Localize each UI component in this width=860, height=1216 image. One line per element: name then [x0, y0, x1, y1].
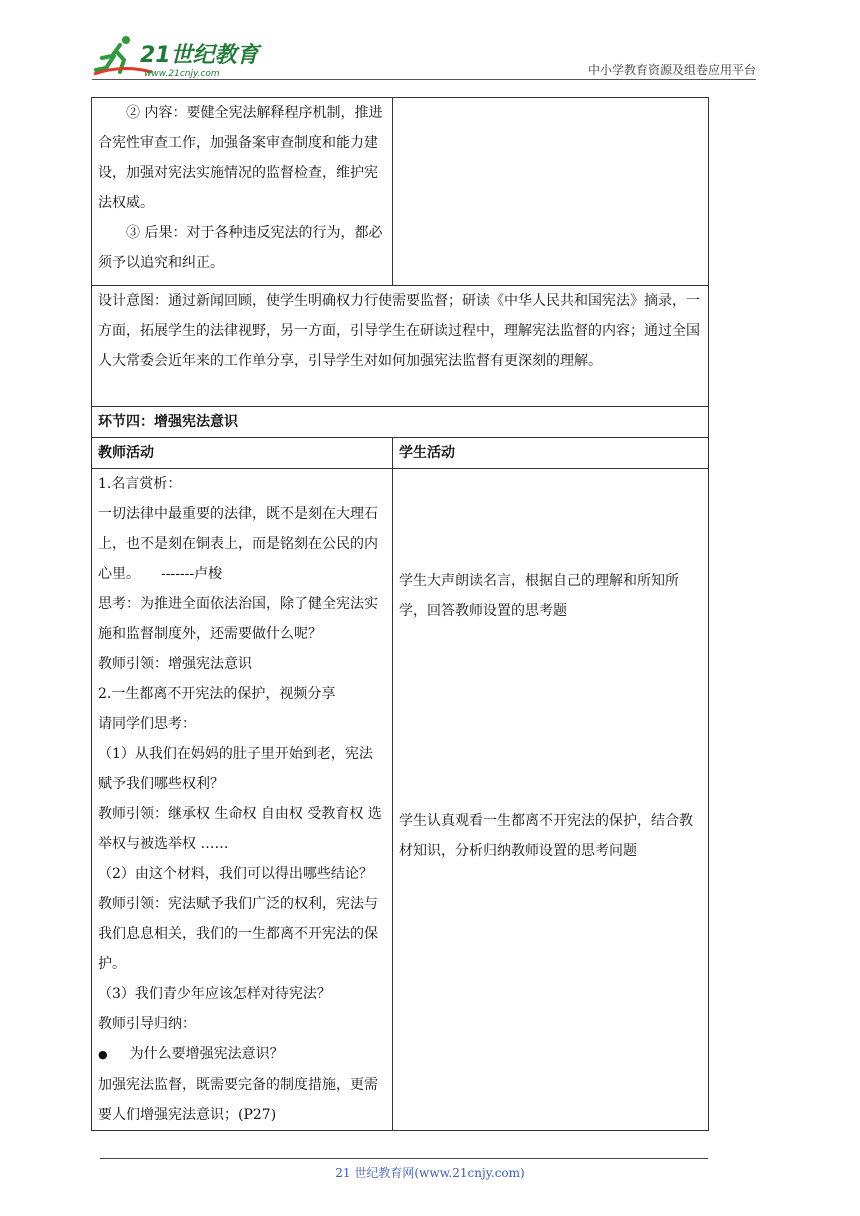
list-item: 思考：为推进全面依法治国，除了健全宪法实施和监督制度外，还需要做什么呢？ — [98, 596, 378, 642]
list-item: 2.一生都离不开宪法的保护，视频分享 — [98, 686, 336, 702]
svg-text:21世纪教育: 21世纪教育 — [140, 43, 259, 68]
svg-text:www.21cnjy.com: www.21cnjy.com — [144, 69, 220, 79]
table-row — [92, 438, 709, 469]
lesson-table — [91, 97, 709, 1131]
cell-right — [393, 98, 709, 286]
student-header: 学生活动 — [393, 438, 709, 469]
cell-left — [92, 98, 393, 286]
content-paragraph: ② 内容：要健全宪法解释程序机制，推进合宪性审查工作，加强备案审查制度和能力建设，加强对宪法实施情况的监督检查，维护宪法权威。 — [98, 105, 383, 211]
list-item: 教师引导归纳： — [98, 1016, 196, 1032]
design-intent — [92, 286, 709, 407]
list-item: 一切法律中最重要的法律，既不是刻在大理石上，也不是刻在铜表上，而是铭刻在公民的内心里。 -------卢梭 — [98, 506, 378, 582]
platform-tagline: 中小学教育资源及组卷应用平台 — [587, 63, 756, 77]
list-item: 学生大声朗读名言，根据自己的理解和所知所学，回答教师设置的思考题 — [399, 573, 679, 619]
list-item: 学生认真观看一生都离不开宪法的保护，结合教材知识，分析归纳教师设置的思考问题 — [399, 813, 693, 859]
list-item: 请同学们思考： — [98, 716, 196, 732]
table-row — [92, 407, 709, 438]
list-item: 加强宪法监督，既需要完备的制度措施，更需要人们增强宪法意识；(P27) — [98, 1077, 378, 1123]
list-item: （1）从我们在妈妈的肚子里开始到老，宪法赋予我们哪些权利？ — [98, 746, 373, 792]
list-item: 教师引领：增强宪法意识 — [98, 656, 252, 672]
footer-link[interactable]: 21 世纪教育网(www.21cnjy.com) — [335, 1166, 525, 1180]
table-row — [92, 98, 709, 286]
footer-divider — [100, 1158, 708, 1159]
list-item: （3）我们青少年应该怎样对待宪法？ — [98, 986, 331, 1002]
list-item: 1.名言赏析： — [98, 476, 182, 492]
table-row — [92, 469, 709, 1131]
list-item: 教师引领：宪法赋予我们广泛的权利，宪法与我们息息相关，我们的一生都离不开宪法的保护。 — [98, 896, 378, 972]
teacher-activity — [92, 469, 393, 1131]
header-divider — [92, 79, 756, 80]
student-activity — [393, 469, 709, 1131]
bullet-item: ● 为什么要增强宪法意识？ — [98, 1039, 386, 1070]
list-item: （2）由这个材料，我们可以得出哪些结论？ — [98, 866, 373, 882]
teacher-header: 教师活动 — [92, 438, 393, 469]
section-title: 环节四：增强宪法意识 — [92, 407, 709, 438]
logo — [92, 34, 262, 80]
consequence-paragraph: ③ 后果：对于各种违反宪法的行为，都必须予以追究和纠正。 — [98, 225, 383, 271]
table-row — [92, 286, 709, 407]
design-intent-text: 设计意图：通过新闻回顾，使学生明确权力行使需要监督；研读《中华人民共和国宪法》摘录，一方面，拓展学生的法律视野，另一方面，引导学生在研读过程中，理解宪法监督的内容；通过全国人大常委会近年来的工作单分享，引导学生对如何加强宪法监督有更深刻的理解。 — [98, 293, 700, 369]
list-item: 教师引领：继承权 生命权 自由权 受教育权 选举权与被选举权 …… — [98, 806, 382, 852]
